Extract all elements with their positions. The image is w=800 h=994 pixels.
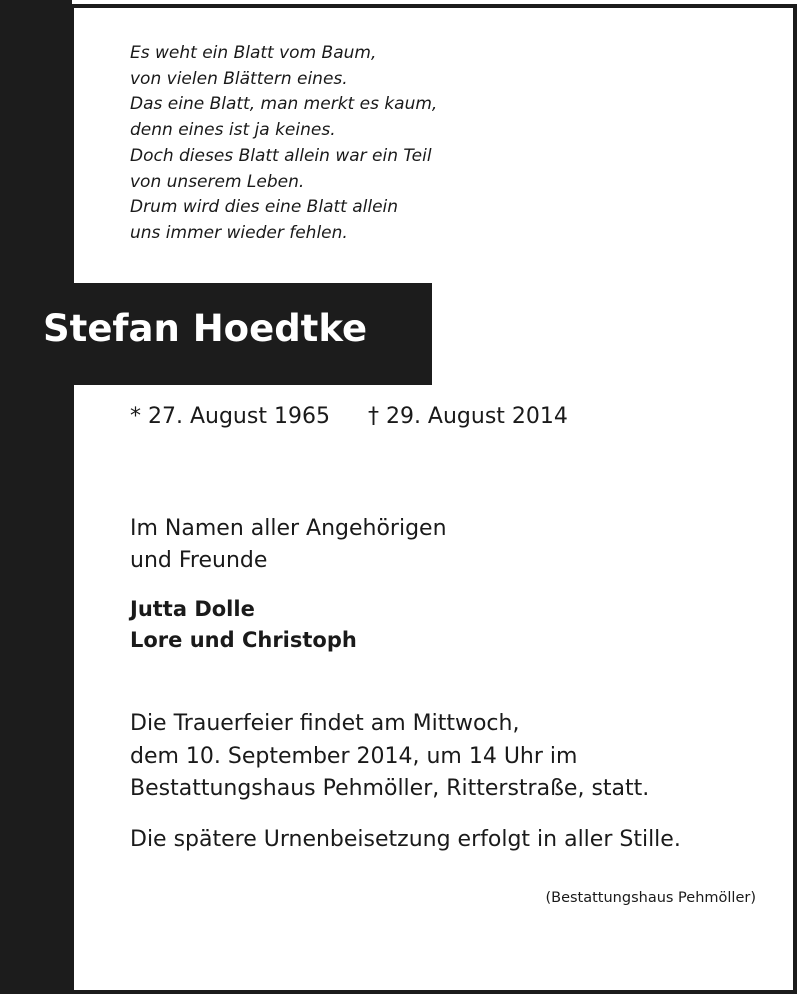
birth-date: * 27. August 1965 [130, 404, 330, 429]
mourner-name: Lore und Christoph [130, 628, 357, 652]
death-date: † 29. August 2014 [367, 404, 568, 429]
service-line: Die Trauerfeier findet am Mittwoch, [130, 711, 520, 736]
mourners-intro [130, 513, 447, 577]
poem-line: denn eines ist ja keines. [130, 120, 336, 141]
poem-line: Das eine Blatt, man merkt es kaum, [130, 94, 438, 115]
mourner-names [130, 594, 357, 656]
undertaker-credit: (Bestattungshaus Pehmöller) [545, 890, 756, 906]
funeral-service-info [130, 708, 649, 806]
intro-line: Im Namen aller Angehörigen [130, 516, 447, 541]
service-line: Bestattungshaus Pehmöller, Ritterstraße, statt. [130, 776, 650, 801]
poem-line: Es weht ein Blatt vom Baum, [130, 43, 377, 63]
deceased-name: Stefan Hoedtke [43, 307, 368, 350]
poem-line: von unserem Leben. [130, 171, 305, 192]
poem-line: Drum wird dies eine Blatt allein [130, 197, 399, 218]
intro-line: und Freunde [130, 548, 268, 573]
poem-line: von vielen Blättern eines. [130, 68, 348, 89]
poem-line: uns immer wieder fehlen. [130, 222, 348, 243]
mourner-name: Jutta Dolle [130, 597, 255, 621]
urn-burial-note: Die spätere Urnenbeisetzung erfolgt in aller Stille. [130, 827, 681, 852]
memorial-poem [130, 41, 437, 247]
service-line: dem 10. September 2014, um 14 Uhr im [130, 743, 578, 769]
poem-line: Doch dieses Blatt allein war ein Teil [130, 145, 432, 166]
left-black-band [0, 0, 72, 994]
life-dates [130, 402, 568, 432]
